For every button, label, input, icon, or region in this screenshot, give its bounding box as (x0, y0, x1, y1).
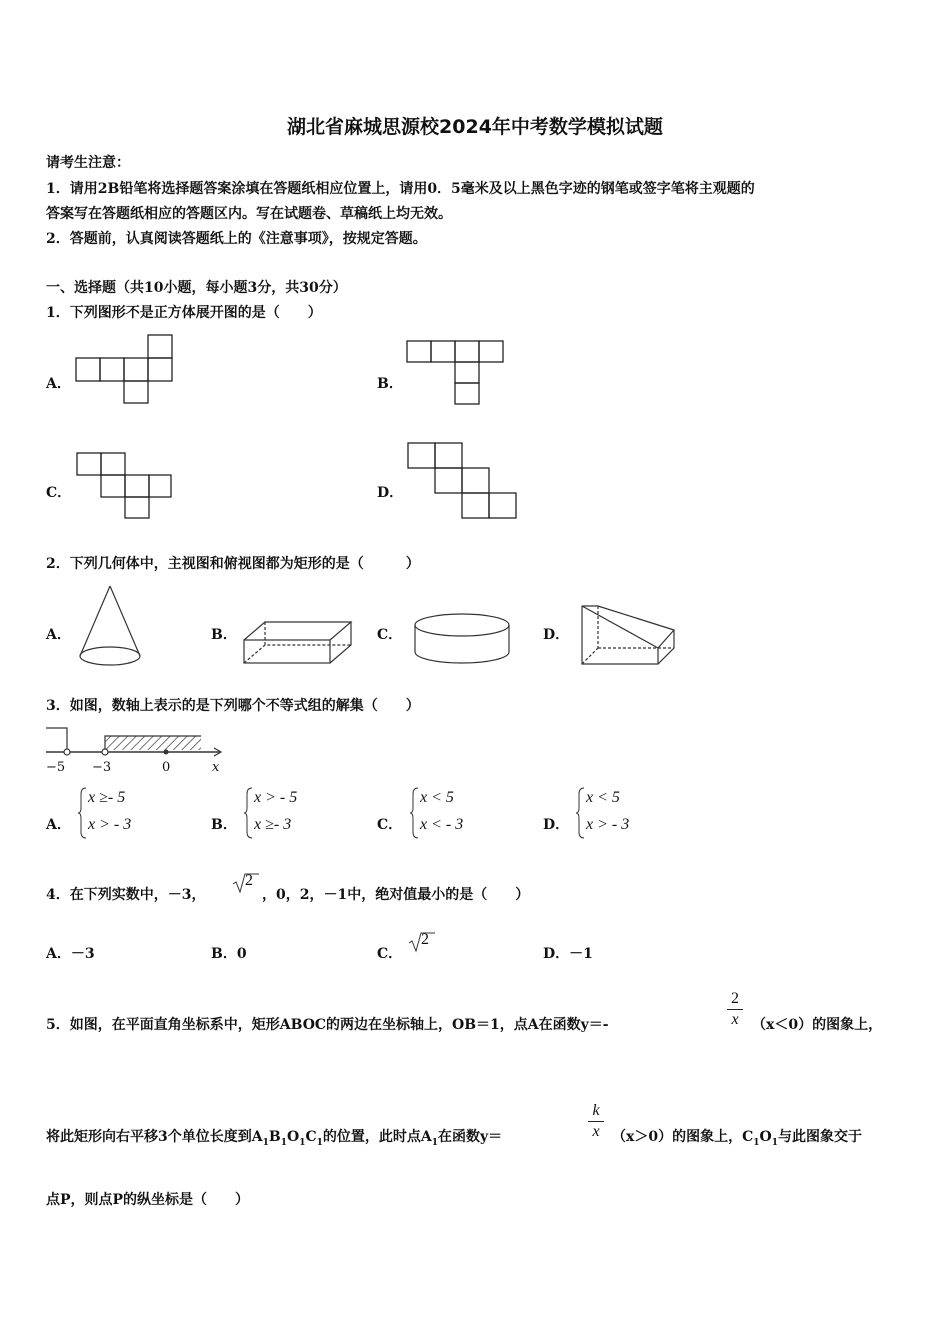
q5-line3: 点P，则点P的纵坐标是（ ） (46, 1192, 250, 1208)
q4-option-a: A．－3 (46, 946, 95, 962)
q5-frac2-denominator: x (592, 1123, 600, 1140)
q1-option-d-label: D． (377, 485, 404, 501)
q4-stem-part1: 4．在下列实数中，－3， (46, 887, 206, 903)
q3-option-d-system (576, 786, 656, 842)
brace-icon (244, 786, 254, 840)
q3-axis-label-neg3: −3 (92, 760, 112, 775)
q2-cone (78, 584, 144, 668)
notice-line-2: 答案写在答题纸相应的答题区内。写在试题卷、草稿纸上均无效。 (46, 206, 452, 222)
q5-line2-part3: 在函数y＝ (438, 1129, 503, 1145)
q3-axis-label-neg5: −5 (46, 760, 66, 775)
q2-option-a-label: A． (46, 627, 71, 643)
q5-sub-o1: 1 (299, 1137, 306, 1148)
section-heading: 一、选择题（共10小题，每小题3分，共30分） (46, 280, 347, 296)
q3-option-c-label: C． (377, 817, 403, 833)
q5-line2-tail (612, 1126, 862, 1148)
q5-line1-part2: （x＜0）的图象上， (752, 1017, 883, 1033)
q1-net-b (407, 340, 505, 406)
q3-option-a-system (78, 786, 158, 842)
q5-sub-b1: 1 (280, 1137, 287, 1148)
q1-option-b-label: B． (377, 376, 403, 392)
notice-line-3: 2．答题前，认真阅读答题纸上的《注意事项》，按规定答题。 (46, 231, 427, 247)
q2-cylinder (413, 612, 513, 668)
q3-c-line1: x < 5 (420, 789, 454, 806)
fraction-bar (588, 1121, 604, 1122)
q1-net-d (407, 442, 519, 520)
q3-number-line (44, 726, 228, 776)
q3-stem: 3．如图，数轴上表示的是下列哪个不等式组的解集（ ） (46, 698, 420, 714)
q5-line2 (46, 1126, 502, 1148)
q1-stem: 1．下列图形不是正方体展开图的是（ ） (46, 305, 322, 321)
q5-fraction-1 (727, 990, 743, 1029)
brace-icon (78, 786, 88, 840)
q3-option-a-label: A． (46, 817, 71, 833)
q3-axis-label-x: x (212, 760, 220, 775)
q5-frac2-numerator: k (592, 1102, 600, 1119)
q4-option-b: B．0 (211, 946, 247, 962)
q5-line2-part2: 的位置，此时点A (322, 1129, 432, 1145)
q3-option-b-system (244, 786, 324, 842)
q5-sub-a1-point: 1 (431, 1137, 439, 1148)
q4-option-c-sqrt-value: 2 (421, 931, 429, 948)
q3-axis-label-zero: 0 (162, 760, 171, 775)
q2-prism (580, 604, 678, 666)
notice-line-1: 1．请用2B铅笔将选择题答案涂填在答题纸相应位置上，请用0．5毫米及以上黑色字迹的钢笔或签字笔将主观题的 (46, 181, 755, 197)
q5-letter-b: B (268, 1129, 281, 1145)
q1-option-a-label: A． (46, 376, 71, 392)
q4-option-d: D．－1 (543, 946, 593, 962)
q5-sub-c1: 1 (316, 1137, 323, 1148)
brace-icon (576, 786, 586, 840)
q3-d-line2: x > - 3 (586, 816, 630, 833)
q2-cuboid (241, 620, 357, 666)
q4-option-c-label: C． (377, 946, 403, 962)
q5-fraction-2 (588, 1102, 604, 1141)
fraction-bar (727, 1009, 743, 1010)
q4-stem-part2: ，0，2，－1中，绝对值最小的是（ ） (262, 887, 530, 903)
q2-stem: 2．下列几何体中，主视图和俯视图都为矩形的是（ ） (46, 556, 420, 572)
q3-d-line1: x < 5 (586, 789, 620, 806)
q5-sub-c1-seg: 1 (753, 1137, 760, 1148)
q2-option-d-label: D． (543, 627, 570, 643)
q5-sub-o1-seg: 1 (771, 1137, 778, 1148)
q5-line2-part1: 将此矩形向右平移3个单位长度到A (46, 1129, 263, 1145)
q3-a-line2: x > - 3 (88, 816, 132, 833)
q3-b-line1: x > - 5 (254, 789, 298, 806)
q1-option-c-label: C． (46, 485, 72, 501)
notice-heading: 请考生注意： (46, 155, 130, 171)
q5-letter-c: C (305, 1129, 317, 1145)
brace-icon (410, 786, 420, 840)
q1-net-c (77, 452, 173, 520)
q5-letter-o2: O (759, 1129, 772, 1145)
q5-line1-part1: 5．如图，在平面直角坐标系中，矩形ABOC的两边在坐标轴上，OB＝1，点A在函数y＝- (46, 1017, 609, 1033)
q3-b-line2: x ≥- 3 (254, 816, 292, 833)
q5-line2-part5: 与此图象交于 (777, 1129, 862, 1145)
q5-sub-a1: 1 (262, 1137, 269, 1148)
q3-option-c-system (410, 786, 490, 842)
q5-letter-o: O (286, 1129, 300, 1145)
q5-line2-part4: （x＞0）的图象上，C (612, 1129, 754, 1145)
q5-frac1-denominator: x (731, 1011, 739, 1028)
page-title: 湖北省麻城思源校2024年中考数学模拟试题 (287, 116, 663, 138)
q2-option-c-label: C． (377, 627, 403, 643)
q3-a-line1: x ≥- 5 (88, 789, 126, 806)
q4-sqrt-value: 2 (245, 872, 253, 889)
q1-net-a (76, 334, 176, 406)
q3-c-line2: x < - 3 (420, 816, 464, 833)
q3-option-b-label: B． (211, 817, 237, 833)
q2-option-b-label: B． (211, 627, 237, 643)
q5-frac1-numerator: 2 (731, 990, 739, 1007)
q3-option-d-label: D． (543, 817, 570, 833)
